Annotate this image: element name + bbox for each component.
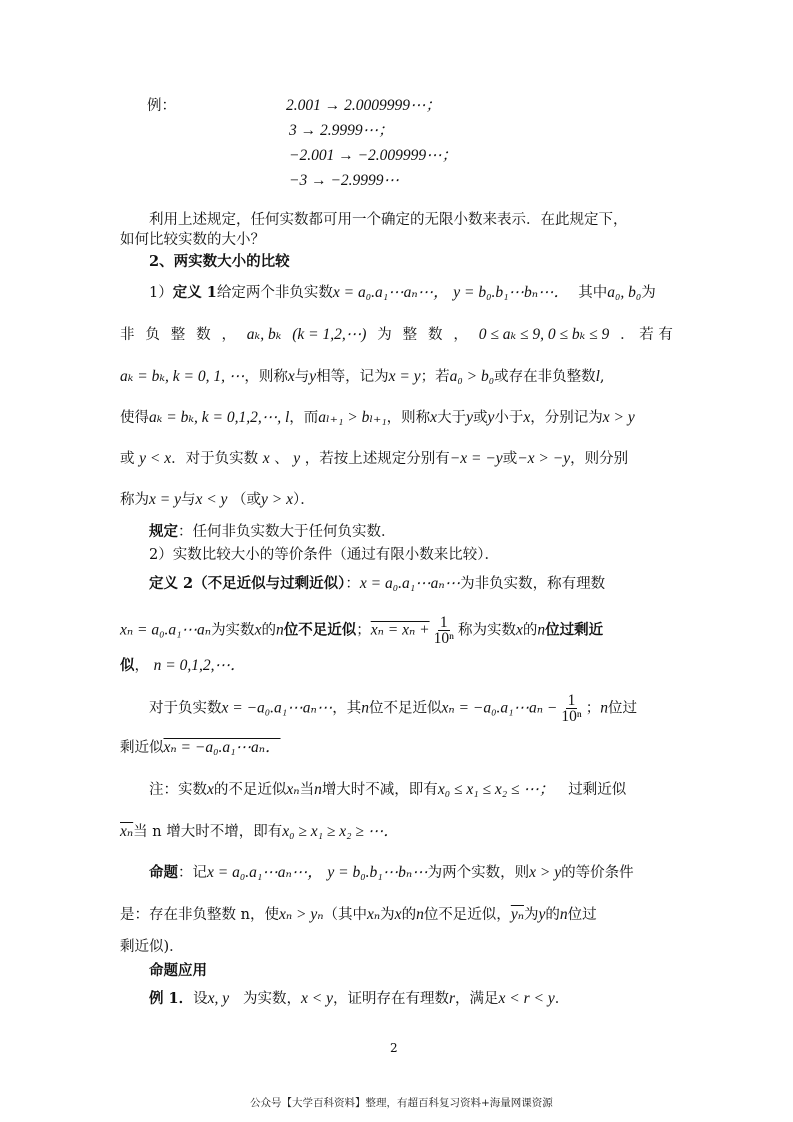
text: 位过 bbox=[607, 700, 637, 717]
definition-1-line bbox=[149, 283, 656, 303]
text: ． 若 有 bbox=[620, 327, 673, 343]
math: x < y bbox=[300, 990, 333, 1007]
text: 为实数， bbox=[242, 991, 301, 1007]
math: n bbox=[416, 906, 424, 923]
example-line: −2.001 → −2.009999⋯； bbox=[289, 147, 458, 164]
math: n = 0,1,2,⋯． bbox=[153, 657, 246, 674]
math: x bbox=[394, 906, 402, 923]
rule-line bbox=[149, 522, 396, 542]
definition-title: 定义 1 bbox=[172, 284, 217, 301]
example-line: −3 → −2.9999⋯ bbox=[289, 172, 400, 189]
negative-approx-line bbox=[120, 738, 281, 758]
text: 位不足近似， bbox=[423, 907, 511, 923]
math: xₙ = xₙ + bbox=[370, 621, 430, 639]
text: 为实数 bbox=[211, 622, 255, 639]
text: 位不足近似 bbox=[283, 621, 357, 639]
definition-2-line bbox=[120, 615, 603, 646]
math: x, y bbox=[207, 990, 230, 1007]
math: aₖ = bₖ, k = 0,1,2,⋯, l bbox=[149, 409, 290, 426]
text: 非 bbox=[120, 327, 135, 343]
paragraph-text: 如何比较实数的大小？ bbox=[120, 232, 265, 248]
proposition-line: 剩近似)． bbox=[120, 939, 184, 955]
math: x bbox=[515, 621, 523, 639]
text: ． bbox=[554, 991, 570, 1007]
text: 与 bbox=[294, 369, 310, 385]
text: 称为实数 bbox=[457, 622, 516, 639]
math: n bbox=[600, 699, 608, 717]
text: 与 bbox=[180, 492, 196, 508]
text: 位不足近似 bbox=[368, 700, 442, 717]
text: 、 bbox=[274, 451, 289, 467]
text: 整 bbox=[402, 327, 418, 343]
math: n bbox=[361, 699, 369, 717]
text: 为两个实数，则 bbox=[427, 865, 530, 881]
math: y = b₀.b₁⋯bₙ⋯ bbox=[327, 864, 428, 881]
math: y bbox=[538, 906, 546, 923]
note-line bbox=[120, 822, 399, 842]
text: 大于 bbox=[437, 410, 467, 426]
math: x bbox=[262, 450, 270, 467]
math: n bbox=[275, 621, 284, 639]
math: x bbox=[430, 409, 438, 426]
text: ，满足 bbox=[455, 991, 499, 1007]
math: x = −a₀.a₁⋯aₙ⋯ bbox=[221, 699, 333, 717]
math: x = a₀.a₁⋯aₙ⋯ bbox=[359, 575, 461, 592]
text: 为 bbox=[641, 285, 656, 301]
proposition-line bbox=[149, 863, 634, 883]
text: 1） bbox=[149, 285, 173, 301]
math: x = y bbox=[388, 368, 421, 385]
paragraph-text: 2）实数比较大小的等价条件（通过有限小数来比较）． bbox=[149, 547, 499, 563]
text: 当 n 增大时不增，即有 bbox=[133, 824, 283, 840]
math: x bbox=[207, 781, 214, 798]
text: 或 bbox=[120, 451, 135, 467]
text: ， bbox=[453, 327, 468, 343]
text: 剩近似 bbox=[120, 740, 164, 756]
definition-1-line bbox=[120, 325, 673, 345]
text: 增大时不减，即有 bbox=[321, 782, 438, 798]
text: ， bbox=[221, 327, 236, 343]
text: 的不足近似 bbox=[213, 782, 287, 798]
text: 的等价条件 bbox=[561, 865, 634, 881]
footer-text: 公众号【大学百科资料】整理，有超百科复习资料+海量网课资源 bbox=[250, 1097, 553, 1109]
math: $\overline{x_n}$ bbox=[120, 823, 134, 840]
text: 设 bbox=[193, 991, 208, 1007]
text: 的 bbox=[545, 907, 560, 923]
math: n bbox=[314, 781, 322, 798]
math: x bbox=[523, 409, 531, 426]
math: y bbox=[466, 409, 473, 426]
fraction bbox=[559, 693, 583, 724]
text: 数 bbox=[196, 327, 211, 343]
math: l bbox=[595, 368, 600, 385]
math: 0 ≤ aₖ ≤ 9, 0 ≤ bₖ ≤ 9 bbox=[478, 326, 610, 343]
math: y bbox=[293, 450, 301, 467]
text: 为 bbox=[380, 907, 395, 923]
definition-2-line: 定义 2（不足近似与过剩近似）：x = a₀.a₁⋯aₙ⋯为非负实数，称有理数 bbox=[149, 575, 606, 592]
text: 整 bbox=[170, 327, 186, 343]
math: aₗ₊₁ > bₗ₊₁ bbox=[318, 409, 387, 426]
fraction-denominator: 10ⁿ bbox=[433, 630, 454, 647]
text: ； bbox=[356, 622, 371, 639]
math: x < y bbox=[195, 491, 228, 508]
text: 对于负实数 bbox=[149, 700, 222, 717]
math: xₙ > yₙ bbox=[278, 906, 324, 923]
text: ．对于负实数 bbox=[171, 451, 259, 467]
fraction-numerator: 1 bbox=[439, 614, 448, 631]
definition-1-line bbox=[120, 408, 635, 428]
note-line bbox=[149, 780, 626, 800]
math: −x = −y bbox=[449, 450, 503, 467]
definition-1-line bbox=[120, 490, 315, 510]
text: 或 bbox=[502, 451, 518, 467]
text: ，则称 bbox=[386, 410, 431, 426]
math: x < r < y bbox=[498, 990, 555, 1007]
text: 位过 bbox=[567, 907, 597, 923]
math: $\overline{y_n}$ bbox=[510, 906, 524, 923]
math: y > x bbox=[261, 491, 294, 508]
text: 为 bbox=[523, 907, 539, 923]
text: ：任何非负实数大于任何负实数． bbox=[178, 524, 396, 540]
math: a₀ > b₀ bbox=[449, 368, 495, 385]
rule-title: 规定 bbox=[149, 523, 178, 540]
math: y bbox=[309, 368, 317, 385]
text: 似 bbox=[120, 657, 135, 674]
example-label: 例： bbox=[147, 98, 176, 114]
paragraph-text: 利用上述规定，任何实数都可用一个确定的无限小数来表示．在此规定下， bbox=[149, 212, 628, 228]
math: xₙ = −a₀.a₁⋯aₙ． bbox=[163, 739, 281, 756]
math: n bbox=[559, 906, 568, 923]
math: x = y bbox=[149, 491, 181, 508]
text: 其中 bbox=[578, 285, 608, 301]
proposition-line bbox=[120, 905, 597, 925]
text: ，而 bbox=[289, 410, 319, 426]
definition-1-line: aₖ = bₖ, k = 0, 1, ⋯，则称x与y相等，记为x = y；若a₀ > b₀或存在非负整数l, bbox=[120, 368, 605, 385]
text: （其中 bbox=[323, 907, 367, 923]
text: 的 bbox=[401, 907, 417, 923]
text: 为非负实数，称有理数 bbox=[460, 576, 606, 592]
text: ，则称 bbox=[244, 369, 288, 385]
math: n bbox=[537, 621, 546, 639]
fraction-numerator: 1 bbox=[567, 692, 576, 709]
math: x > y bbox=[602, 409, 635, 426]
definition-2-line bbox=[120, 656, 245, 676]
text: 使得 bbox=[120, 410, 149, 426]
text: 相等，记为 bbox=[316, 369, 389, 385]
example-1-line bbox=[149, 989, 569, 1009]
example-title: 例 1． bbox=[149, 990, 194, 1007]
math: x₀ ≤ x₁ ≤ x₂ ≤ ⋯； bbox=[437, 781, 555, 798]
math: xₙ bbox=[367, 906, 381, 923]
text: 位过剩近 bbox=[545, 621, 604, 639]
math: x bbox=[287, 368, 295, 385]
example-line: 2.001 → 2.0009999⋯； bbox=[286, 97, 442, 114]
math: x = a₀.a₁⋯aₙ⋯， bbox=[332, 284, 449, 301]
math: a₀, b₀ bbox=[607, 284, 642, 301]
text: 或 bbox=[472, 410, 488, 426]
text: 称为 bbox=[120, 492, 149, 508]
fraction-denominator: 10ⁿ bbox=[561, 708, 582, 725]
section-heading: 2、两实数大小的比较 bbox=[149, 253, 290, 270]
fraction bbox=[432, 615, 456, 646]
text: 负 bbox=[145, 327, 160, 343]
text: 当 bbox=[299, 782, 315, 798]
text: ）． bbox=[293, 492, 315, 508]
math: x > y bbox=[529, 864, 562, 881]
math: −x > −y bbox=[517, 450, 571, 467]
text: （或 bbox=[232, 492, 262, 508]
text: 过剩近似 bbox=[568, 782, 627, 798]
definition-title: 定义 2（不足近似与过剩近似） bbox=[149, 575, 346, 592]
text: 或存在非负整数 bbox=[494, 369, 596, 385]
text: ， bbox=[134, 658, 149, 674]
section-heading: 命题应用 bbox=[149, 962, 207, 979]
math: x = a₀.a₁⋯aₙ⋯， bbox=[207, 864, 323, 881]
page-number: 2 bbox=[390, 1041, 398, 1055]
text: ； bbox=[585, 700, 601, 717]
math: aₖ = bₖ, k = 0, 1, ⋯ bbox=[120, 368, 245, 385]
definition-1-line bbox=[120, 449, 628, 469]
text: 是：存在非负整数 n，使 bbox=[120, 907, 279, 923]
math: y = b₀.b₁⋯bₙ⋯． bbox=[453, 284, 570, 301]
math: x bbox=[254, 621, 262, 639]
negative-approx-line bbox=[149, 693, 637, 724]
proposition-title: 命题 bbox=[149, 864, 178, 881]
text: ，证明存在有理数 bbox=[332, 991, 449, 1007]
text: 注：实数 bbox=[149, 782, 207, 798]
math: y < x bbox=[139, 450, 172, 467]
text: ；若 bbox=[420, 369, 450, 385]
math: r bbox=[448, 990, 455, 1007]
text: 为 bbox=[377, 327, 392, 343]
math: (k = 1,2,⋯) bbox=[292, 326, 367, 343]
example-line: 3 → 2.9999⋯； bbox=[289, 122, 394, 139]
text: 数 bbox=[427, 327, 443, 343]
text: 给定两个非负实数 bbox=[216, 285, 333, 301]
math: x₀ ≥ x₁ ≥ x₂ ≥ ⋯． bbox=[282, 823, 399, 840]
text: ，分别记为 bbox=[530, 410, 603, 426]
text: 的 bbox=[522, 622, 538, 639]
text: ，其 bbox=[332, 700, 362, 717]
text: 的 bbox=[261, 622, 276, 639]
math: xₙ = a₀.a₁⋯aₙ bbox=[120, 621, 212, 639]
text: ：记 bbox=[178, 865, 207, 881]
math: aₖ, bₖ bbox=[246, 326, 282, 343]
text: 小于 bbox=[494, 410, 524, 426]
math: y bbox=[487, 409, 495, 426]
text: ，若按上述规定分别有 bbox=[304, 451, 450, 467]
text: ，则分别 bbox=[570, 451, 629, 467]
math: xₙ bbox=[286, 781, 300, 798]
math: xₙ = −a₀.a₁⋯aₙ − bbox=[441, 699, 558, 717]
